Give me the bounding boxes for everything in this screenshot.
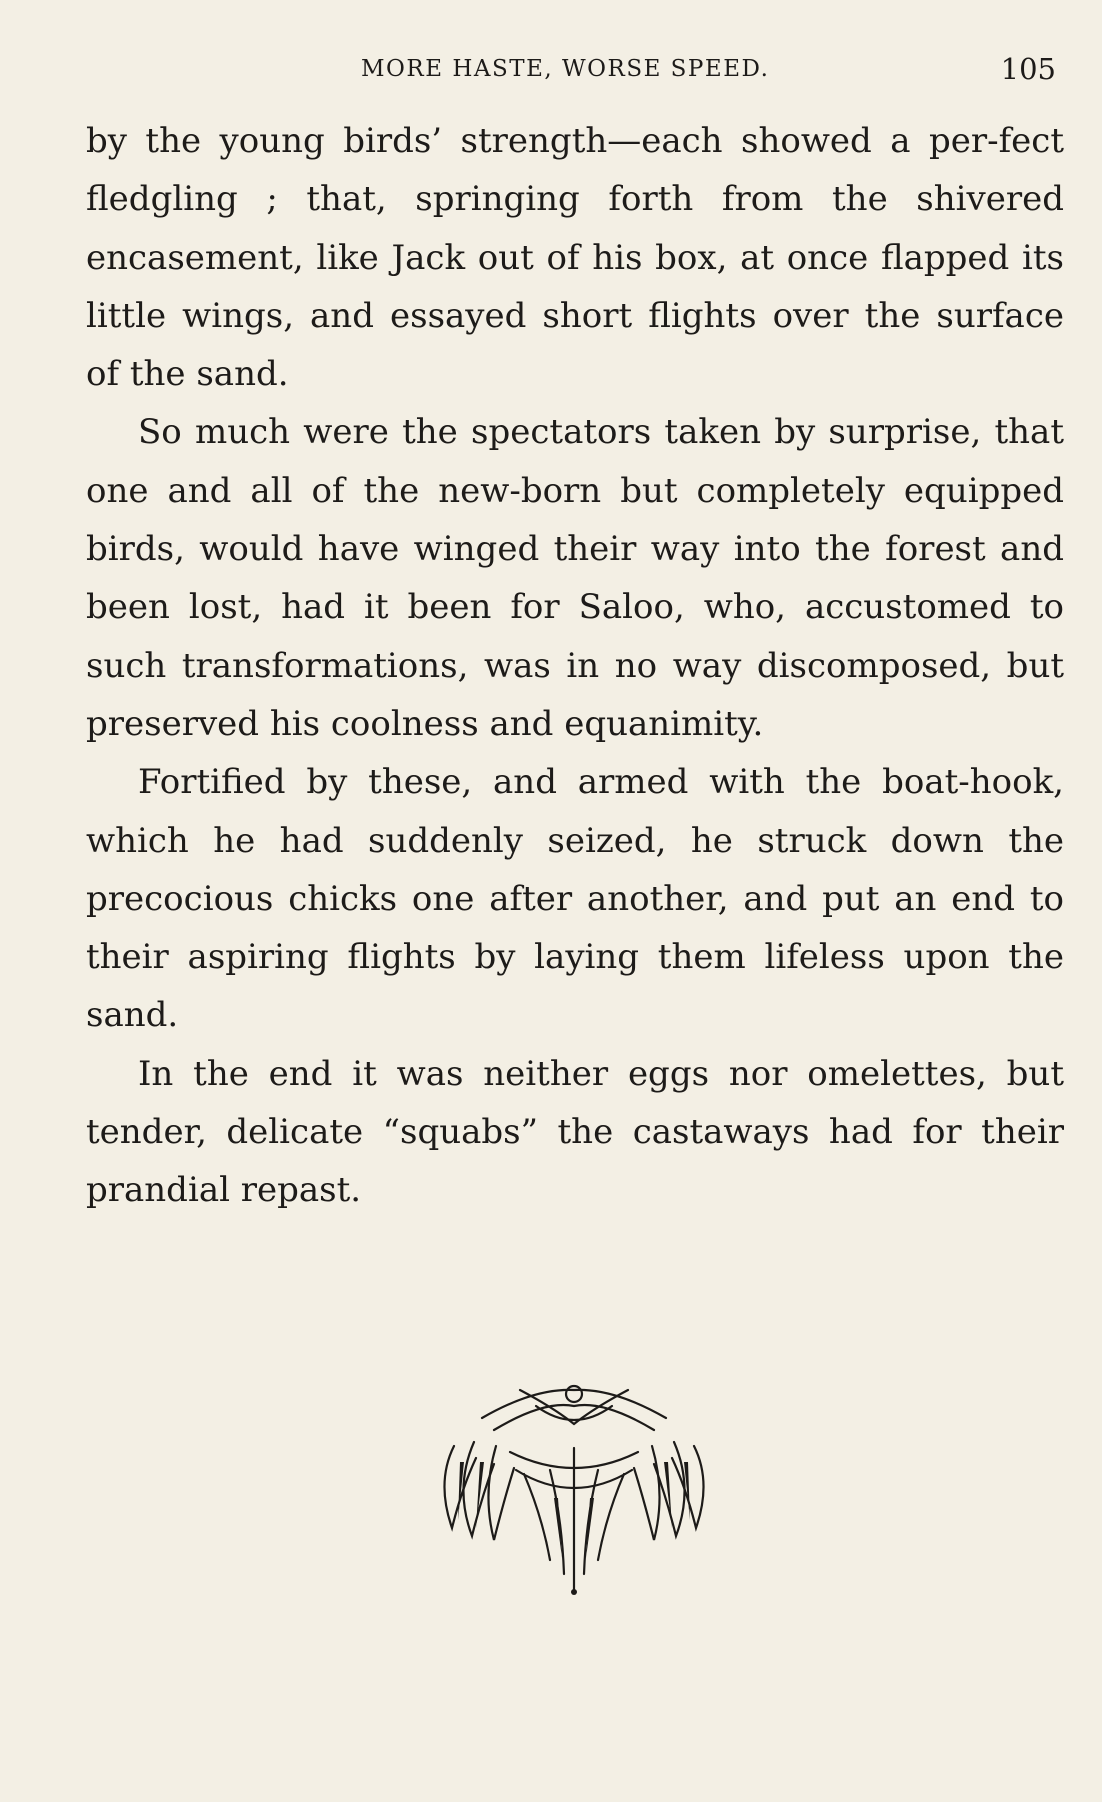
paragraph: In the end it was neither eggs nor omelettes, but tender, delicate “squabs” the castaways had for their prandial repast. bbox=[86, 1053, 1064, 1211]
running-head bbox=[86, 52, 1062, 92]
page-number: 105 bbox=[1000, 52, 1056, 86]
running-title: MORE HASTE, WORSE SPEED. bbox=[361, 56, 770, 82]
paragraph-continued: by the young birds’ strength—each showed a per-fect fledgling ; that, springing forth from the shivered encasement, like Jack out of his box, at once flapped its little wings, and essayed short flights over the surface of the sand. bbox=[86, 121, 1064, 395]
paragraph: Fortified by these, and armed with the boat-hook, which he had suddenly seized, he struck down the precocious chicks one after another, and put an end to their aspiring flights by laying them lifeless upon the sand. bbox=[86, 762, 1064, 1036]
paragraph: So much were the spectators taken by surprise, that one and all of the new-born but completely equipped birds, would have winged their way into the forest and been lost, had it been for Saloo, who, accustomed to such transformations, was in no way discomposed, but preserved his coolness and equanimity. bbox=[86, 412, 1064, 744]
floral-tailpiece-icon bbox=[424, 1378, 724, 1598]
body-text bbox=[86, 112, 1064, 1220]
